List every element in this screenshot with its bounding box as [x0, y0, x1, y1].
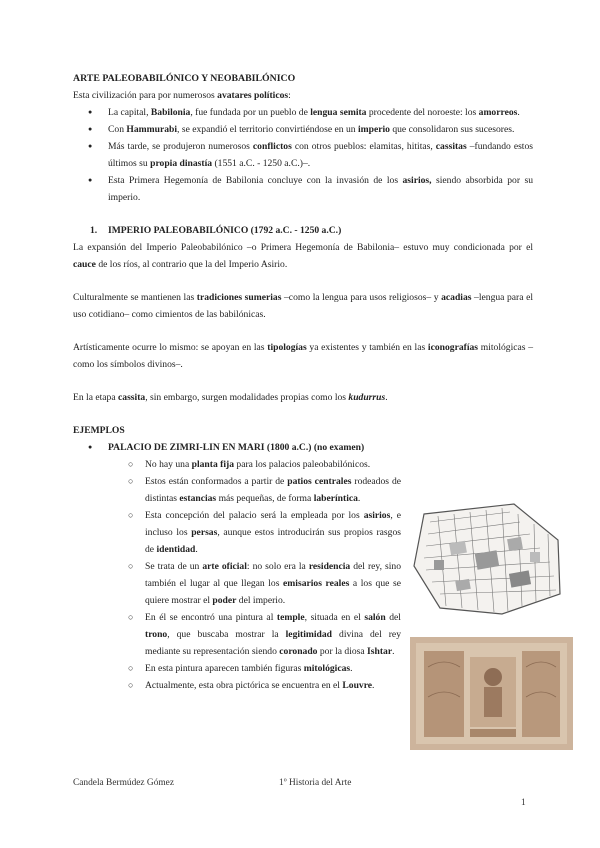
text-run: rodeados de distintas: [145, 476, 401, 504]
text-run: .: [392, 646, 395, 657]
bold-text: cassita: [118, 392, 146, 403]
bold-text: patios centrales: [287, 476, 352, 487]
bold-text: tradiciones sumerias: [196, 292, 282, 303]
text-run: a los que se quiere mostrar el: [145, 578, 401, 606]
text-run: , situada en el: [304, 612, 365, 623]
bold-text: Hammurabi: [126, 124, 178, 135]
text-run: del: [385, 612, 401, 623]
text-run: por la diosa: [317, 646, 368, 657]
bold-text: legitimidad: [285, 629, 333, 640]
text-run: Artísticamente ocurre lo mismo: se apoyan en las: [73, 342, 268, 353]
sub-bullet-item: [73, 456, 401, 473]
text-run: Esta Primera Hegemonía de Babilonia concluye con la invasión de los: [108, 175, 403, 186]
text-run: , se expandió el territorio convirtiéndose en un: [177, 124, 358, 135]
palace-sub-list: [73, 456, 401, 694]
sub-bullet-item: [73, 609, 401, 660]
sub-bullet-item: [73, 558, 401, 609]
text-run: divina del rey mediante su representación siendo: [145, 629, 401, 657]
text-run: ya existentes y también en las: [306, 342, 428, 353]
bold-text: temple: [276, 612, 305, 623]
text-run: , e incluso los: [145, 510, 401, 538]
sub-bullet-item: [73, 660, 401, 677]
paragraph: [73, 339, 533, 373]
text-run: Actualmente, esta obra pictórica se encuentra en el: [145, 680, 343, 691]
text-run: .: [517, 107, 520, 118]
examples-heading: EJEMPLOS: [73, 425, 125, 436]
bold-text: laberíntica: [313, 493, 358, 504]
footer-author: Candela Bermúdez Gómez: [73, 778, 175, 788]
bold-text: cassitas: [435, 141, 467, 152]
text-run: Esta concepción del palacio será la empleada por los: [145, 510, 364, 521]
text-run: Estos están conformados a partir de: [145, 476, 288, 487]
section-heading: [73, 222, 533, 239]
bold-text: emisarios reales: [283, 578, 350, 589]
bold-text: Babilonia: [150, 107, 191, 118]
paragraph: [73, 289, 533, 323]
bullet-item: [73, 138, 533, 172]
bold-text: planta fija: [191, 459, 235, 470]
text-run: .: [357, 493, 361, 504]
text-run: que consolidaron sus sucesores.: [389, 124, 515, 135]
bullet-item: [73, 104, 533, 121]
text-run: En él se encontró una pintura al: [145, 612, 277, 623]
bold-text: estancias: [179, 493, 217, 504]
bold-text: asirios: [363, 510, 391, 521]
footer-course: 1º Historia del Arte: [279, 778, 352, 788]
bullet-item: [73, 121, 533, 138]
paragraph: [73, 389, 533, 406]
text-run: procedente del noroeste: los: [366, 107, 479, 118]
text-run: mitológicas – como los símbolos divinos–.: [73, 342, 533, 370]
text-run: Se trata de un: [145, 561, 203, 572]
palace-heading: ● PALACIO DE ZIMRI-LIN EN MARI (1800 a.C.) (no examen): [73, 439, 533, 456]
intro-paragraph: [73, 87, 533, 104]
bold-text: acadias: [441, 292, 472, 303]
section-title: IMPERIO PALEOBABILÓNICO (1792 a.C. - 1250 a.C.): [108, 225, 342, 236]
intro-bullet-list: [73, 104, 533, 206]
page-number: 1: [521, 798, 526, 808]
text-run: .: [372, 680, 375, 691]
text-run: , aunque estos introducirán sus propios rasgos de: [145, 527, 401, 555]
bold-text: asirios,: [402, 175, 432, 186]
text-run: con otros pueblos: elamitas, hititas,: [291, 141, 436, 152]
text-run: de los ríos, al contrario que la del Imperio Asirio.: [95, 259, 288, 270]
text-run: Culturalmente se mantienen las: [73, 292, 197, 303]
text-run: Esta civilización para por numerosos: [73, 90, 218, 101]
temple-painting-image: [410, 637, 573, 750]
text-run: .: [350, 663, 353, 674]
bold-text: lengua semita: [310, 107, 367, 118]
bold-text: Ishtar: [367, 646, 393, 657]
text-run: –como la lengua para usos religiosos– y: [281, 292, 442, 303]
bold-text: arte oficial: [202, 561, 247, 572]
text-run: , sin embargo, surgen modalidades propias como los: [145, 392, 349, 403]
document-title: ARTE PALEOBABILÓNICO Y NEOBABILÓNICO: [73, 73, 296, 84]
bold-text: coronado: [279, 646, 318, 657]
text-run: del rey, sino también el lugar al que llegan los: [145, 561, 401, 589]
sub-bullet-item: [73, 473, 401, 507]
text-run: –fundando estos últimos su: [108, 141, 534, 169]
text-run: La capital,: [108, 107, 151, 118]
text-run: , que buscaba mostrar la: [167, 629, 286, 640]
sub-bullet-item: [73, 677, 401, 694]
bold-text: iconografías: [427, 342, 479, 353]
sub-bullet-item: [73, 507, 401, 558]
bold-text: imperio: [357, 124, 390, 135]
text-run: siendo absorbida por su imperio.: [108, 175, 533, 203]
bold-text: tipologías: [267, 342, 307, 353]
text-run: (1551 a.C. - 1250 a.C.)–.: [212, 158, 311, 169]
bold-text: avatares políticos: [217, 90, 289, 101]
bold-text: mitológicas: [303, 663, 351, 674]
bold-text: conflictos: [252, 141, 292, 152]
bold-text: identidad: [156, 544, 196, 555]
section-number: 1.: [90, 225, 98, 236]
bold-text: poder: [212, 595, 237, 606]
text-run: .: [385, 392, 388, 403]
text-run: , fue fundada por un pueblo de: [190, 107, 311, 118]
bold-text: trono: [145, 629, 168, 640]
text-run: En esta pintura aparecen también figuras: [145, 663, 304, 674]
bullet-item: [73, 172, 533, 206]
bold-text: persas: [191, 527, 218, 538]
text-run: :: [288, 90, 291, 101]
text-run: En la etapa: [73, 392, 119, 403]
text-run: La expansión del Imperio Paleobabilónico –o Primera Hegemonía de Babilonia– estuvo muy condicionada por el: [73, 242, 533, 253]
text-run: para los palacios paleobabilónicos.: [234, 459, 371, 470]
text-run: Más tarde, se produjeron numerosos: [108, 141, 253, 152]
text-run: del imperio.: [236, 595, 286, 606]
text-run: .: [195, 544, 198, 555]
bold-text: residencia: [308, 561, 351, 572]
bold-text: salón: [364, 612, 386, 623]
bold-text: amorreos: [478, 107, 518, 118]
text-run: más pequeñas, de forma: [216, 493, 314, 504]
text-run: : no solo era la: [246, 561, 309, 572]
palace-plan-image: [410, 502, 562, 616]
text-run: –lengua para el uso cotidiano– como cimientos de las babilónicas.: [73, 292, 533, 320]
paragraph: [73, 239, 533, 273]
bold-text: cauce: [73, 259, 96, 270]
text-run: No hay una: [145, 459, 192, 470]
bold-text: kudurrus: [348, 392, 386, 403]
text-run: Con: [108, 124, 127, 135]
bold-text: Louvre: [342, 680, 373, 691]
bold-text: propia dinastía: [150, 158, 213, 169]
